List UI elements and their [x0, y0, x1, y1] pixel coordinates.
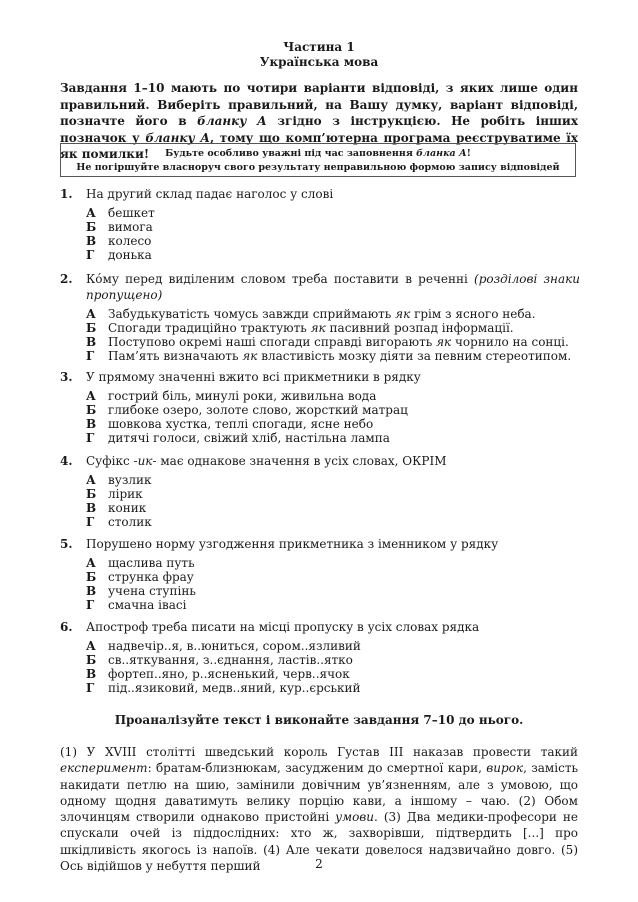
option-d: Г донька	[86, 248, 152, 262]
option-b: Б Спогади традиційно трактують як пасивний розпад інформації.	[86, 321, 514, 335]
option-d: Г столик	[86, 515, 152, 529]
part-title: Частина 1	[283, 40, 355, 54]
notice-line-1: Будьте особливо уважні під час заповнення бланка А!	[165, 148, 471, 159]
option-c: В Поступово окремі наші спогади справді вигорають як чорнило на сонці.	[86, 335, 569, 349]
question-number: 4.	[60, 454, 73, 468]
subject-title: Українська мова	[259, 55, 379, 69]
question-text: Порушено норму узгодження прикметника з іменником у рядку	[86, 537, 499, 551]
option-c: В шовкова хустка, теплі спогади, ясне небо	[86, 417, 374, 431]
option-b: Б глибоке озеро, золоте слово, жорсткий матрац	[86, 403, 408, 417]
question-text: У прямому значенні вжито всі прикметники в рядку	[86, 370, 421, 384]
option-a: А гострий біль, минулі роки, живильна вода	[86, 389, 377, 403]
reading-passage: (1) У XVIII столітті шведський король Густав III наказав провести такий експеримент: братам-близнюкам, засудженим до смертної кари, вирок, замість накидати петлю на шию, замінили довічним ув’язненням, але з умовою, що одному щодня даватимуть велику порцію кави, а іншому – чаю. (2) Обом злочинцям створили однаково пристойні умови. (3) Два медики-професори не спускали очей із піддослідних: хто ж, захворівши, підтвердить [...] про шкідливість якогось із напоїв. (4) Але чекати довелося надзвичайно довго. (5) Ось відійшов у небуття перший	[60, 745, 578, 874]
option-a: А щаслива путь	[86, 556, 195, 570]
question-6	[60, 619, 580, 695]
option-d: Г смачна івасі	[86, 598, 187, 612]
option-a: А вузлик	[86, 473, 152, 487]
question-number: 5.	[60, 537, 73, 551]
question-text: Кóму перед виділеним словом треба поставити в реченні (розділові знаки пропущено)	[86, 272, 580, 302]
question-3	[60, 369, 580, 445]
option-b: Б струнка фрау	[86, 570, 194, 584]
question-text: На другий склад падає наголос у слові	[86, 187, 334, 201]
instructions: Завдання 1–10 мають по чотири варіанти відповіді, з яких лише один правильний. Виберіть правильний, на Вашу думку, варіант відповіді, позначте його в бланку А згідно з інструкцією. Не робіть інших позначок у бланку А, тому що комп’ютерна програма реєструватиме їх як помилки!	[60, 81, 578, 161]
question-5	[60, 536, 580, 612]
question-number: 6.	[60, 620, 73, 634]
option-b: Б лірик	[86, 487, 143, 501]
question-2	[60, 271, 580, 363]
option-d: Г під..язиковий, медв..яний, кур..єрський	[86, 681, 361, 695]
question-text: Апостроф треба писати на місці пропуску в усіх словах рядка	[86, 620, 480, 634]
question-number: 2.	[60, 272, 73, 286]
task-header: Проаналізуйте текст і виконайте завдання 7–10 до нього.	[114, 713, 524, 727]
question-1	[60, 186, 580, 262]
option-a: А Забудькуватість чомусь завжди сприймають як грім з ясного неба.	[86, 307, 536, 321]
page-number: 2	[315, 857, 323, 871]
option-d: Г дитячі голоси, свіжий хліб, настільна лампа	[86, 431, 390, 445]
option-a: А надвечір..я, в..юниться, сором..язливий	[86, 639, 361, 653]
option-c: В колесо	[86, 234, 152, 248]
notice-line-2: Не погіршуйте власноруч свого результату неправильною формою запису відповідей	[76, 162, 560, 173]
question-4	[60, 453, 580, 529]
option-c: В коник	[86, 501, 147, 515]
question-number: 3.	[60, 370, 73, 384]
option-c: В фортеп..яно, р..ясненький, черв..ячок	[86, 667, 350, 681]
option-d: Г Пам’ять визначають як властивість мозку діяти за певним стереотипом.	[86, 349, 572, 363]
question-text: Суфікс -ик- має однакове значення в усіх словах, ОКРІМ	[86, 454, 447, 468]
option-b: Б вимога	[86, 220, 153, 234]
notice-box	[60, 143, 576, 177]
question-number: 1.	[60, 187, 73, 201]
option-a: А бешкет	[86, 206, 155, 220]
option-c: В учена ступінь	[86, 584, 196, 598]
option-b: Б св..яткування, з..єднання, ластів..ятко	[86, 653, 353, 667]
